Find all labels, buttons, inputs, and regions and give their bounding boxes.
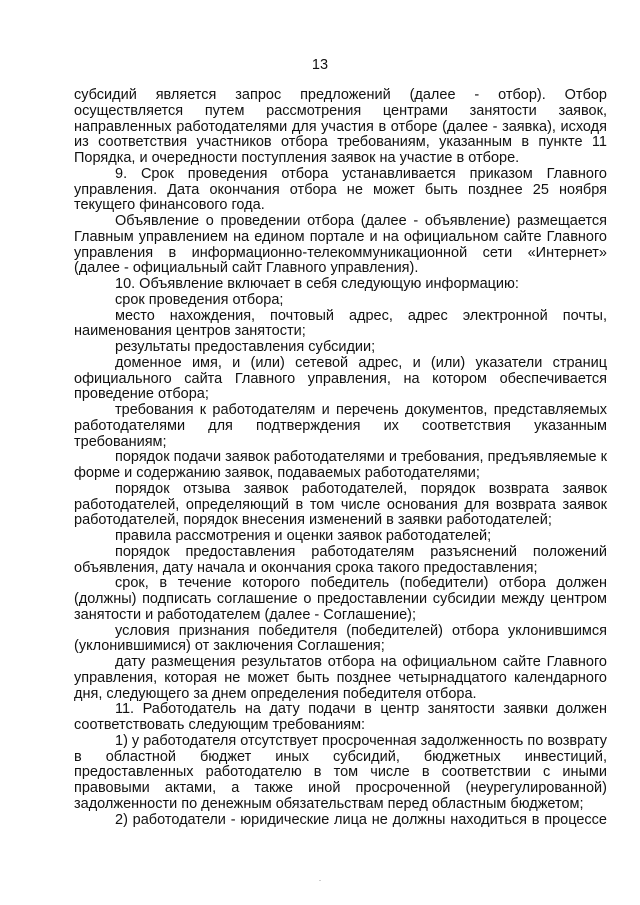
paragraph: правила рассмотрения и оценки заявок работодателей; bbox=[115, 528, 492, 544]
paragraph: срок проведения отбора; bbox=[115, 291, 284, 308]
paragraph: порядок отзыва заявок работодателей, порядок возврата заявок работодателей, определяющий в том числе основания для возврата заявок работодателей, порядок внесения изменений в заявки работодателей; bbox=[74, 480, 607, 529]
paragraph: место нахождения, почтовый адрес, адрес электронной почты, наименования центров занятости; bbox=[74, 307, 607, 340]
scan-speck bbox=[319, 880, 321, 881]
page-number: 13 bbox=[311, 57, 329, 73]
paragraph: срок, в течение которого победитель (победители) отбора должен (должны) подписать соглашение о предоставлении субсидии между центром занятости и работодателем (далее - Соглашение); bbox=[74, 575, 607, 623]
paragraph: порядок подачи заявок работодателями и требования, предъявляемые к форме и содержанию заявок, подаваемых работодателями; bbox=[74, 449, 607, 481]
paragraph: порядок предоставления работодателям разъяснений положений объявления, дату начала и окончания срока такого предоставления; bbox=[74, 543, 607, 576]
paragraph: 1) у работодателя отсутствует просроченная задолженность по возврату в областной бюджет иных субсидий, бюджетных инвестиций, предоставленных работодателю в том числе в соответствии с иными правовыми актами, а также иной просроченной (неурегулированной) задолженности по денежным обязательствам перед областным бюджетом; bbox=[74, 732, 607, 812]
paragraph: 9. Срок проведения отбора устанавливается приказом Главного управления. Дата окончания отбора не может быть позднее 25 ноября текущего финансового года. bbox=[74, 165, 607, 214]
document-body bbox=[74, 88, 607, 828]
paragraph: результаты предоставления субсидии; bbox=[115, 339, 376, 355]
paragraph: требования к работодателям и перечень документов, представляемых работодателями для подтверждения их соответствия указанным требованиям; bbox=[74, 402, 607, 450]
paragraph: 2) работодатели - юридические лица не должны находиться в процессе bbox=[115, 811, 607, 828]
paragraph: Объявление о проведении отбора (далее - объявление) размещается Главным управлением на едином портале и на официальном сайте Главного управления в информационно-телекоммуникационной сети «Интернет» (далее - официальный сайт Главного управления). bbox=[74, 213, 607, 277]
paragraph: 10. Объявление включает в себя следующую информацию: bbox=[115, 276, 519, 292]
paragraph: условия признания победителя (победителей) отбора уклонившимся (уклонившимися) от заключения Соглашения; bbox=[74, 622, 607, 655]
paragraph: субсидий является запрос предложений (далее - отбор). Отбор осуществляется путем рассмотрения центрами занятости заявок, направленных работодателями для участия в отборе (далее - заявка), исходя из соответствия участников отбора требованиям, указанным в пункте 11 Порядка, и очередности поступления заявок на участие в отборе. bbox=[74, 87, 607, 166]
paragraph: дату размещения результатов отбора на официальном сайте Главного управления, которая не может быть позднее четырнадцатого календарного дня, следующего за днем определения победителя отбора. bbox=[74, 654, 607, 702]
paragraph: доменное имя, и (или) сетевой адрес, и (или) указатели страниц официального сайта Главного управления, на котором обеспечивается проведение отбора; bbox=[74, 354, 607, 403]
paragraph: 11. Работодатель на дату подачи в центр занятости заявки должен соответствовать следующим требованиям: bbox=[74, 701, 607, 733]
